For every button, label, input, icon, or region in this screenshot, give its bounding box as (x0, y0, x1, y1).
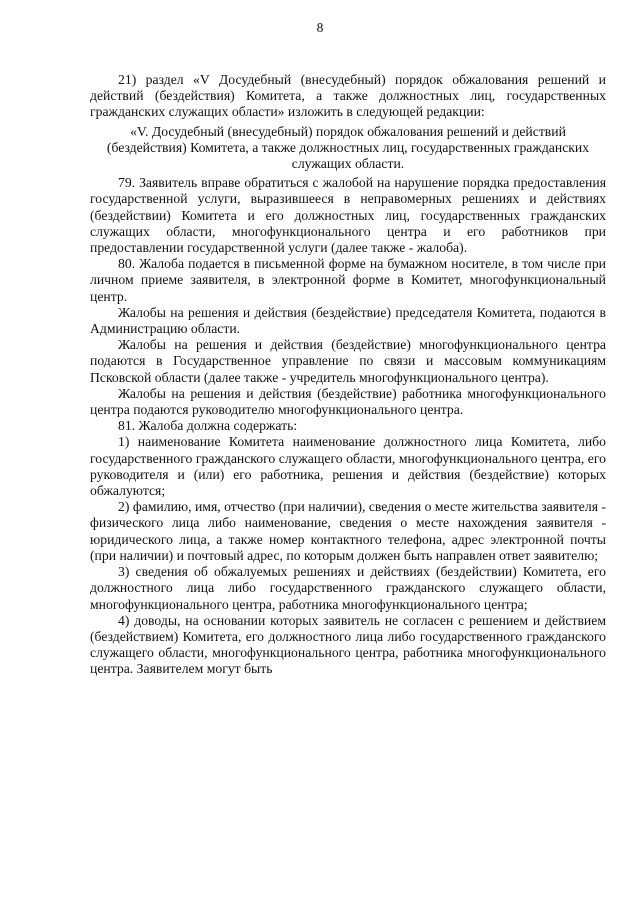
list-item-1: 1) наименование Комитета наименование должностного лица Комитета, либо государственного гражданского служащего области, многофункционального центра, его руководителя и (или) его работника, решения и действия (бездействие) которых обжалуются; (90, 434, 606, 499)
paragraph-item-21: 21) раздел «V Досудебный (внесудебный) порядок обжалования решений и действий (бездействия) Комитета, а также должностных лиц, государственных гражданских служащих области» изложить в следующей редакции: (90, 72, 606, 120)
paragraph-81: 81. Жалоба должна содержать: (118, 418, 298, 434)
paragraph-mfc-worker-complaints: Жалобы на решения и действия (бездействие) работника многофункционального центра подаются руководителю многофункционального центра. (90, 385, 606, 418)
paragraph-80: 80. Жалоба подается в письменной форме на бумажном носителе, в том числе при личном приеме заявителя, в электронной форме в Комитет, многофункциональный центр. (90, 256, 606, 304)
page-number: 8 (316, 20, 324, 35)
list-item-3: 3) сведения об обжалуемых решениях и действиях (бездействии) Комитета, его должностного лица либо государственного гражданского служащего области, многофункционального центра, работника многофункционального центра; (90, 564, 606, 612)
list-item-4: 4) доводы, на основании которых заявитель не согласен с решением и действием (бездействием) Комитета, его должностного лица либо государственного гражданского служащего области, многофункционального центра, работника многофункционального центра. Заявителем могут быть (90, 612, 606, 677)
section-heading: «V. Досудебный (внесудебный) порядок обжалования решений и действий (бездействия) Комитета, а также должностных лиц, государственных гражданских служащих области. (106, 123, 590, 172)
document-body (90, 72, 606, 678)
list-item-2: 2) фамилию, имя, отчество (при наличии), сведения о месте жительства заявителя - физического лица либо наименование, сведения о месте нахождения заявителя - юридического лица, а также номер контактного телефона, адрес электронной почты (при наличии) и почтовый адрес, по которым должен быть направлен ответ заявителю; (90, 499, 606, 563)
paragraph-mfc-complaints: Жалобы на решения и действия (бездействие) многофункционального центра подаются в Государственное управление по связи и массовым коммуникациям Псковской области (далее также - учредитель многофункционального центра). (90, 337, 606, 385)
paragraph-chairman-complaints: Жалобы на решения и действия (бездействие) председателя Комитета, подаются в Администрацию области. (90, 304, 606, 337)
paragraph-79: 79. Заявитель вправе обратиться с жалобой на нарушение порядка предоставления государственной услуги, выразившееся в неправомерных решениях и действиях (бездействии) Комитета и его должностных лиц, государственных гражданских служащих области, многофункционального центра и его работников при предоставлении государственной услуги (далее также - жалоба). (90, 175, 606, 256)
